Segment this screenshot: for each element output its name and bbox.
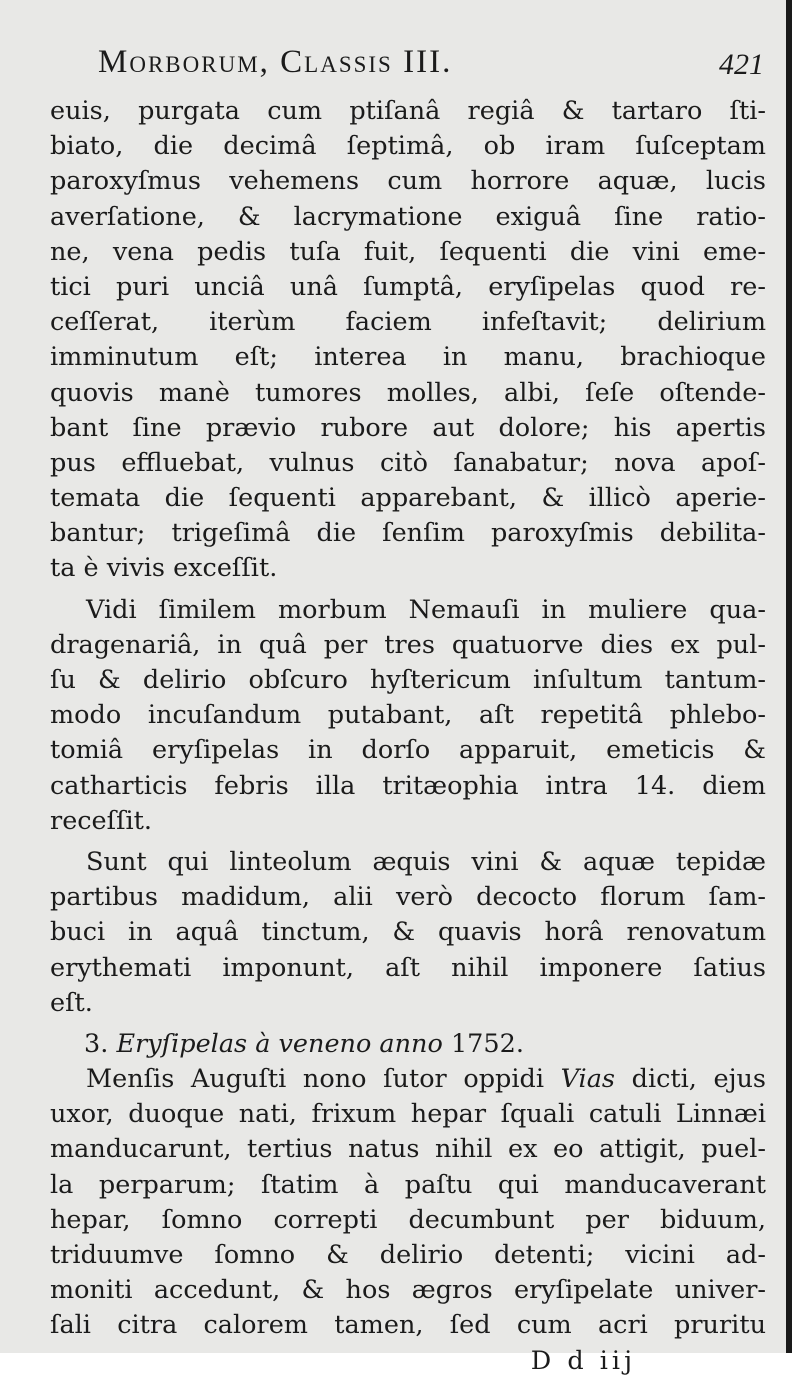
text-line: euis, purgata cum ptiſanâ regiâ & tartaro ſti- [50,96,766,126]
text-line: ſu & delirio obſcuro hyſtericum inſultum tantum- [50,665,766,695]
text-line: ne, vena pedis tuſa fuit, ſequenti die vini eme- [50,236,766,267]
signature-mark: D d iij [530,1345,636,1376]
text-line: catharticis febris illa tritæophia intra 14. diem [50,770,766,801]
section-year: 1752. [450,1028,524,1059]
page-number: 421 [719,48,764,81]
paragraph-3 [50,845,766,1021]
running-head [50,40,766,94]
text-line: manducarunt, tertius natus nihil ex eo attigit, puel- [50,1134,766,1165]
text-line: partibus madidum, alii verò decocto florum ſam- [50,882,766,913]
section-title: Eryſipelas à veneno anno [116,1028,443,1059]
text-run: dicti, ejus [615,1064,766,1095]
text-line: ta è vivis exceſſit. [50,553,278,584]
paragraph-4 [50,1062,766,1344]
text-line: tici puri unciâ unâ ſumptâ, eryſipelas quod re- [50,271,766,302]
text-line: dragenariâ, in quâ per tres quatuorve dies ex pul- [50,629,766,660]
text-line: la perparum; ſtatim à paſtu qui manducaverant [50,1169,766,1200]
place-name: Vias [560,1064,616,1095]
text-line: pus effluebat, vulnus citò ſanabatur; nova apoſ- [50,447,766,478]
text-line: tomiâ eryſipelas in dorſo apparuit, emeticis & [50,735,766,766]
paragraph-1 [50,94,766,587]
text-line: bantur; trigeſimâ die ſenſim paroxyſmis debilita- [50,518,766,549]
text-line: buci in aquâ tinctum, & quavis horâ renovatum [50,917,766,948]
text-line: hepar, ſomno correpti decumbunt per biduum, [50,1204,766,1235]
text-line: triduumve ſomno & delirio detenti; vicini ad- [50,1240,766,1270]
text-line: eſt. [50,987,93,1018]
text-line: Vidi ſimilem morbum Nemauſi in muliere qua- [86,594,766,625]
text-line: temata die ſequenti apparebant, & illicò aperie- [50,483,766,514]
text-line: imminutum eſt; interea in manu, brachioque [50,342,766,373]
text-block [50,40,766,1379]
text-line: ceſſerat, iterùm faciem infeſtavit; delirium [50,307,766,338]
text-line: ſali citra calorem tamen, ſed cum acri pruritu [50,1310,766,1341]
text-line: erythemati imponunt, aſt nihil imponere ſatius [50,952,766,983]
text-line: bant ſine prævio rubore aut dolore; his apertis [50,412,766,443]
text-line: averſatione, & lacrymatione exiguâ ſine ratio- [50,201,766,232]
running-title: Morborum, Classis III. [98,44,453,80]
text-line: quovis manè tumores molles, albi, ſeſe oſtende- [50,377,766,408]
text-run: Menſis Auguſti nono ſutor oppidi [86,1064,561,1095]
section-number: 3. [84,1028,109,1059]
text-line: moniti accedunt, & hos ægros eryſipelate univer- [50,1275,766,1306]
section-heading [50,1027,766,1062]
text-line: modo incuſandum putabant, aſt repetitâ phlebo- [50,700,766,731]
text-line: paroxyſmus vehemens cum horrore aquæ, lucis [50,166,766,197]
text-line: Sunt qui linteolum æquis vini & aquæ tepidæ [86,846,766,877]
paragraph-2 [50,593,766,839]
text-line [50,1062,766,1097]
text-line: biato, die decimâ ſeptimâ, ob iram ſuſceptam [50,131,766,162]
text-line: uxor, duoque nati, frixum hepar ſquali catuli Linnæi [50,1099,766,1130]
text-line: receſſit. [50,805,153,836]
